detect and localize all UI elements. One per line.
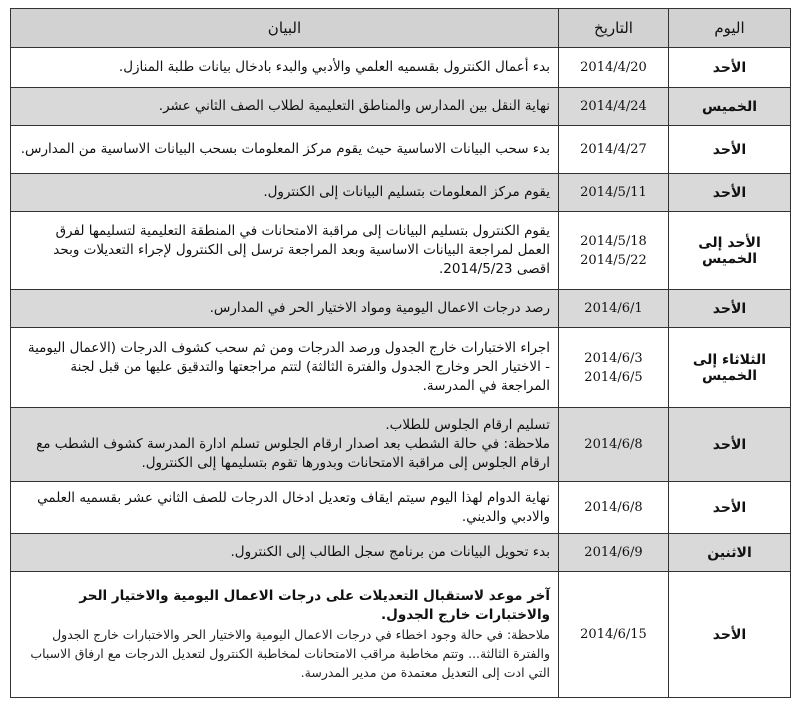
table-row bbox=[11, 88, 791, 126]
table-row bbox=[11, 126, 791, 174]
row-note: ملاحظة: في حالة الشطب بعد اصدار ارقام الجلوس تسلم ادارة المدرسة كشوف الشطب مع ارقام الجلوس إلى مراقبة الامتحانات وبدورها تقوم بتسليمها إلى الكنترول. bbox=[36, 436, 550, 471]
row-day: الأحد bbox=[669, 126, 791, 174]
row-day: الأحد bbox=[669, 572, 791, 698]
table-row bbox=[11, 534, 791, 572]
row-date-end: 2014/5/22 bbox=[580, 252, 647, 268]
row-day: الثلاثاء إلى الخميس bbox=[669, 328, 791, 408]
schedule-wrapper bbox=[10, 8, 790, 698]
row-description: بدء سحب البيانات الاساسية حيث يقوم مركز المعلومات بسحب البيانات الاساسية من المدارس. bbox=[11, 126, 559, 174]
row-description-main: تسليم ارقام الجلوس للطلاب. bbox=[385, 417, 550, 433]
row-date-end: 2014/6/5 bbox=[584, 369, 643, 385]
table-row bbox=[11, 290, 791, 328]
row-description: نهاية النقل بين المدارس والمناطق التعليمية لطلاب الصف الثاني عشر. bbox=[11, 88, 559, 126]
table-row bbox=[11, 48, 791, 88]
row-description-main: آخر موعد لاستقبال التعديلات على درجات الاعمال اليومية والاختيار الحر والاختبارات خارج الجدول. bbox=[79, 588, 550, 623]
row-day: الأحد bbox=[669, 48, 791, 88]
table-row bbox=[11, 174, 791, 212]
row-day: الأحد إلى الخميس bbox=[669, 212, 791, 290]
table-row bbox=[11, 328, 791, 408]
row-description: رصد درجات الاعمال اليومية ومواد الاختيار الحر في المدارس. bbox=[11, 290, 559, 328]
schedule-table bbox=[10, 8, 791, 698]
row-description bbox=[11, 408, 559, 482]
row-description bbox=[11, 572, 559, 698]
row-date: 2014/6/8 bbox=[559, 482, 669, 534]
row-date: 2014/6/9 bbox=[559, 534, 669, 572]
row-description: بدء أعمال الكنترول بقسميه العلمي والأدبي والبدء بادخال بيانات طلبة المنازل. bbox=[11, 48, 559, 88]
row-description: نهاية الدوام لهذا اليوم سيتم ايقاف وتعديل ادخال الدرجات للصف الثاني عشر بقسميه العلمي والادبي والديني. bbox=[11, 482, 559, 534]
header-day: اليوم bbox=[669, 9, 791, 48]
row-day: الأحد bbox=[669, 482, 791, 534]
row-description: بدء تحويل البيانات من برنامج سجل الطالب إلى الكنترول. bbox=[11, 534, 559, 572]
row-date: 2014/5/11 bbox=[559, 174, 669, 212]
header-date: التاريخ bbox=[559, 9, 669, 48]
row-date-start: 2014/5/18 bbox=[580, 233, 647, 249]
table-row bbox=[11, 572, 791, 698]
table-row bbox=[11, 212, 791, 290]
header-row bbox=[11, 9, 791, 48]
row-date-start: 2014/6/3 bbox=[584, 350, 643, 366]
row-description: يقوم الكنترول بتسليم البيانات إلى مراقبة الامتحانات في المنطقة التعليمية لتسليمها لفرق العمل لمراجعة البيانات الاساسية وبعد المراجعة ترسل إلى الكنترول لإجراء التعديلات وبحد اقصى 2014/5/23. bbox=[11, 212, 559, 290]
row-day: الأحد bbox=[669, 290, 791, 328]
table-row bbox=[11, 482, 791, 534]
row-date: 2014/4/20 bbox=[559, 48, 669, 88]
row-date bbox=[559, 212, 669, 290]
row-date: 2014/6/15 bbox=[559, 572, 669, 698]
row-date bbox=[559, 328, 669, 408]
row-date: 2014/4/24 bbox=[559, 88, 669, 126]
header-description: البيان bbox=[11, 9, 559, 48]
row-date: 2014/6/8 bbox=[559, 408, 669, 482]
row-date: 2014/6/1 bbox=[559, 290, 669, 328]
row-day: الأحد bbox=[669, 174, 791, 212]
row-description: يقوم مركز المعلومات بتسليم البيانات إلى الكنترول. bbox=[11, 174, 559, 212]
row-date: 2014/4/27 bbox=[559, 126, 669, 174]
row-note: ملاحظة: في حالة وجود اخطاء في درجات الاعمال اليومية والاختيار الحر والاختبارات خارج الجدول والفترة الثالثة... وتتم مخاطبة مراقب الامتحانات لمخاطبة الكنترول لتعديل الدرجات مع ارفاق الاسباب التي ادت إلى التعديل معتمدة من مدير المدرسة. bbox=[30, 627, 550, 680]
row-description: اجراء الاختبارات خارج الجدول ورصد الدرجات ومن ثم سحب كشوف الدرجات (الاعمال اليومية - الاختيار الحر وخارج الجدول والفترة الثالثة) لتتم مراجعتها والتدقيق عليها من قبل لجنة المراجعة في المدرسة. bbox=[11, 328, 559, 408]
table-row bbox=[11, 408, 791, 482]
row-day: الخميس bbox=[669, 88, 791, 126]
row-day: الاثنين bbox=[669, 534, 791, 572]
row-day: الأحد bbox=[669, 408, 791, 482]
